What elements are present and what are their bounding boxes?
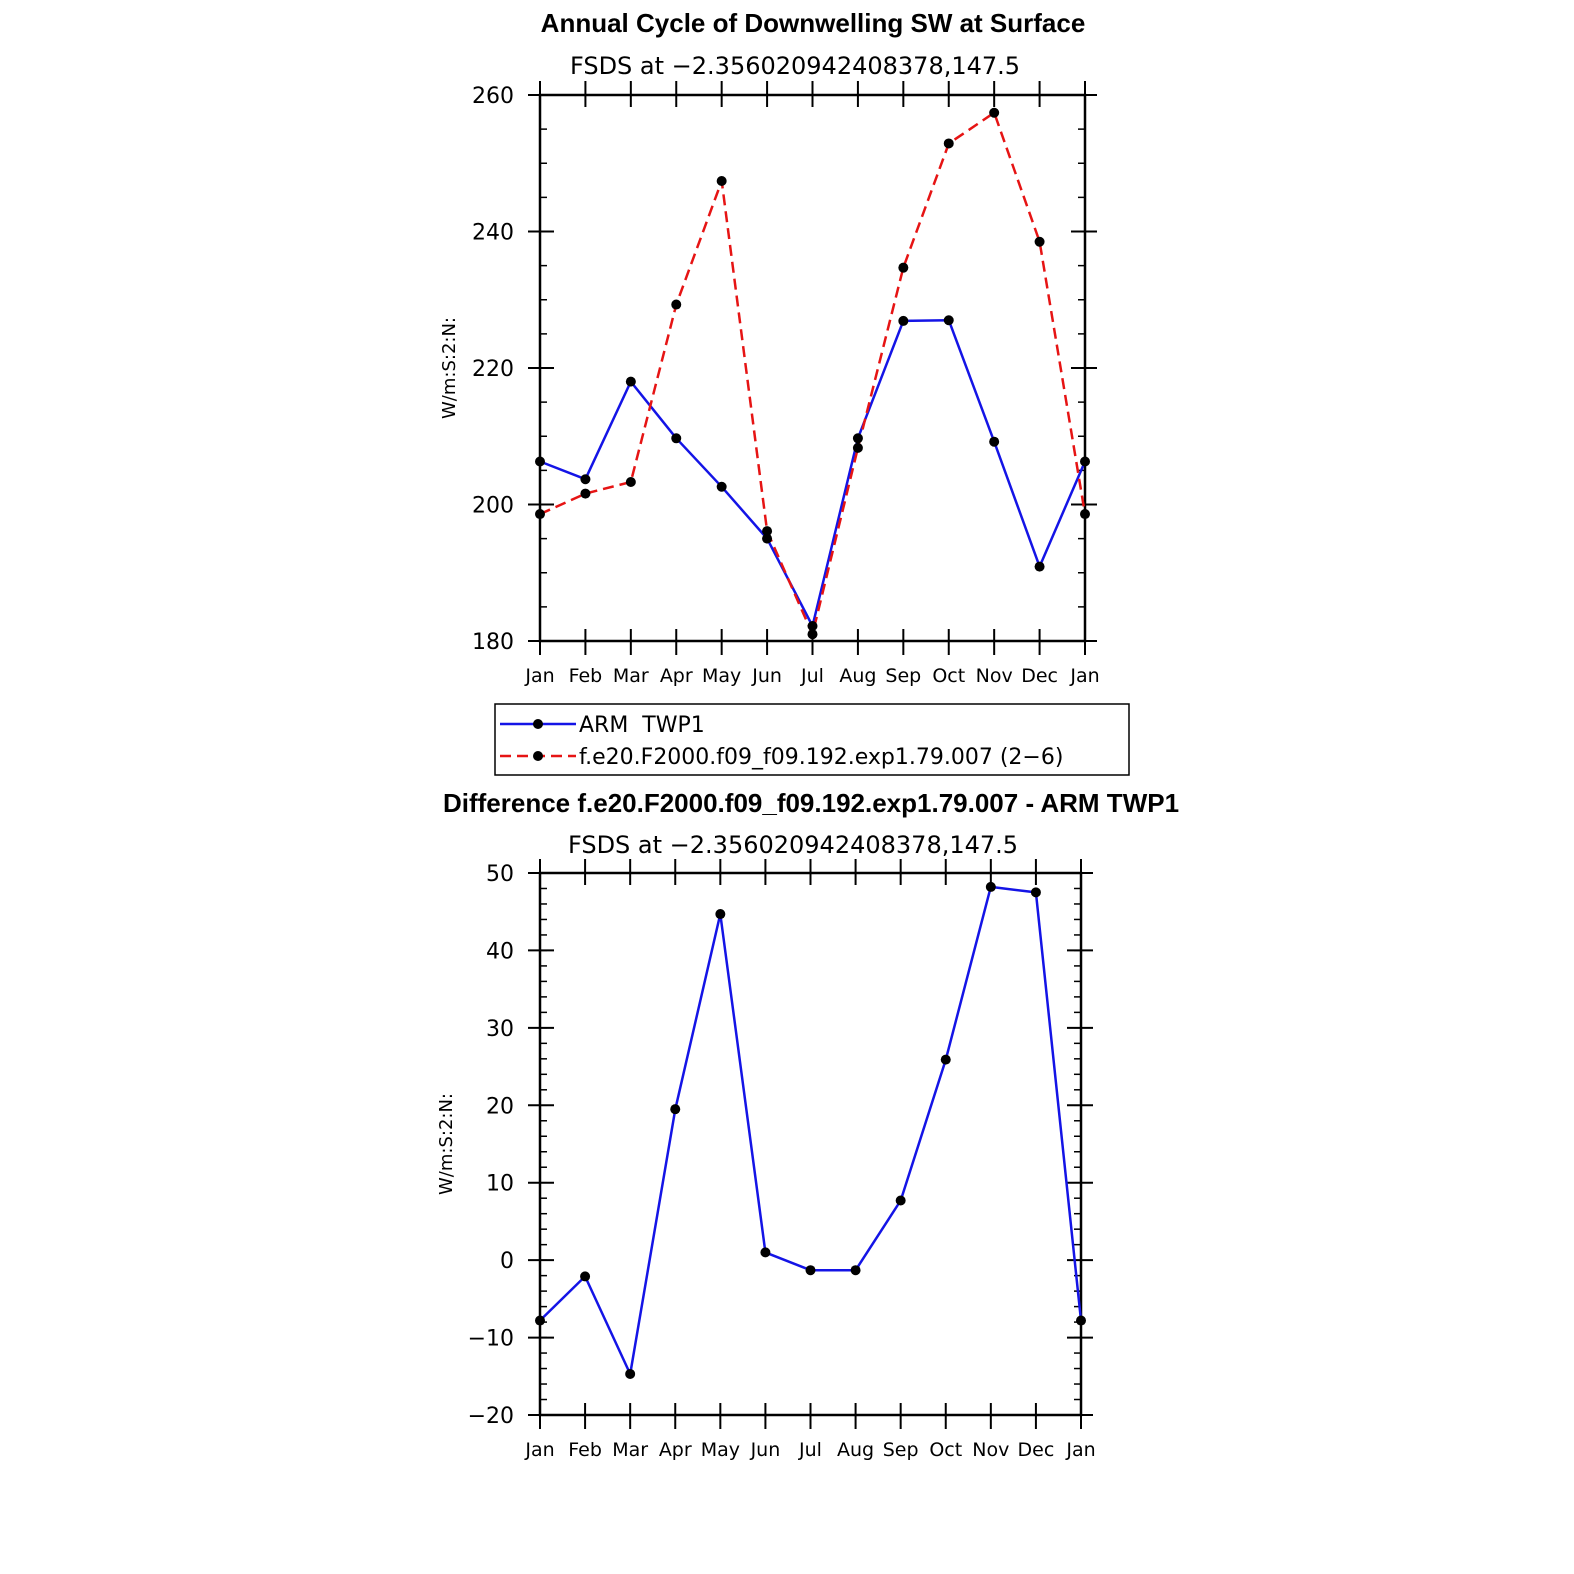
x-tick-label: Feb — [568, 1439, 602, 1461]
data-point — [806, 1265, 816, 1275]
x-tick-label: Jul — [799, 1439, 822, 1461]
data-point — [717, 176, 727, 186]
annual-cycle-chart — [439, 8, 1100, 687]
y-tick-label: 180 — [472, 630, 514, 655]
legend-marker — [533, 719, 543, 729]
x-tick-label: Jul — [801, 665, 824, 687]
x-tick-label: Nov — [972, 1439, 1010, 1461]
data-point — [851, 1265, 861, 1275]
x-tick-label: May — [700, 1439, 740, 1461]
data-point — [671, 300, 681, 310]
plot-area — [468, 859, 1096, 1461]
data-point — [717, 482, 727, 492]
chart-subtitle: FSDS at −2.356020942408378,147.5 — [567, 831, 1019, 859]
x-tick-label: May — [702, 665, 742, 687]
difference-chart — [436, 788, 1179, 1461]
y-tick-label: 30 — [486, 1016, 514, 1042]
data-point — [626, 377, 636, 387]
y-tick-label: 50 — [486, 862, 514, 887]
data-point — [715, 909, 725, 919]
y-tick-label: 20 — [486, 1094, 514, 1120]
series-line-1 — [540, 113, 1085, 635]
y-tick-label: 220 — [472, 357, 514, 382]
y-tick-label: 0 — [500, 1249, 514, 1275]
data-point — [1035, 237, 1045, 247]
data-point — [941, 1055, 951, 1065]
legend-marker — [533, 751, 543, 761]
x-tick-label: Feb — [568, 665, 603, 687]
data-point — [1080, 509, 1090, 519]
x-tick-label: Mar — [612, 665, 649, 687]
plot-frame — [540, 95, 1085, 641]
x-tick-label: Dec — [1021, 665, 1058, 687]
data-point — [760, 1247, 770, 1257]
data-point — [1076, 1316, 1086, 1326]
data-point — [986, 882, 996, 892]
y-tick-label: 40 — [486, 939, 514, 965]
x-tick-label: Sep — [882, 1439, 919, 1461]
x-tick-label: Apr — [659, 665, 693, 687]
x-tick-label: Jan — [1070, 665, 1100, 687]
data-point — [898, 263, 908, 273]
series-line-0 — [540, 320, 1085, 626]
series-line-0 — [540, 887, 1081, 1374]
y-axis-label: W/m:S:2:N: — [436, 1093, 457, 1195]
chart-subtitle: FSDS at −2.356020942408378,147.5 — [569, 52, 1021, 80]
x-tick-label: Dec — [1017, 1439, 1055, 1461]
data-point — [808, 629, 818, 639]
data-point — [944, 138, 954, 148]
data-point — [762, 526, 772, 536]
y-axis-label: W/m:S:2:N: — [439, 317, 460, 419]
y-tick-label: 240 — [472, 220, 514, 246]
data-point — [1035, 562, 1045, 572]
x-tick-label: Jan — [1066, 1439, 1096, 1461]
x-tick-label: Jun — [752, 665, 782, 687]
x-tick-label: Jun — [750, 1439, 781, 1461]
data-point — [989, 108, 999, 118]
data-point — [535, 509, 545, 519]
data-point — [670, 1104, 680, 1114]
data-point — [625, 1369, 635, 1379]
data-point — [580, 474, 590, 484]
data-point — [853, 443, 863, 453]
data-point — [853, 433, 863, 443]
x-tick-label: Jan — [525, 1439, 555, 1461]
data-point — [898, 316, 908, 326]
plot-area — [472, 81, 1100, 687]
x-tick-label: Mar — [612, 1439, 649, 1461]
data-point — [896, 1196, 906, 1206]
x-tick-label: Oct — [932, 665, 966, 687]
x-tick-label: Apr — [658, 1439, 692, 1461]
data-point — [989, 437, 999, 447]
y-tick-label: 200 — [472, 493, 514, 519]
data-point — [1080, 457, 1090, 467]
x-tick-label: Oct — [929, 1439, 963, 1461]
chart-title: Annual Cycle of Downwelling SW at Surface — [540, 8, 1086, 38]
x-tick-label: Aug — [837, 1439, 875, 1461]
legend-label: ARM TWP1 — [579, 713, 705, 738]
plot-frame — [540, 873, 1081, 1415]
data-point — [580, 1271, 590, 1281]
legend-label: f.e20.F2000.f09_f09.192.exp1.79.007 (2−6) — [579, 745, 1064, 770]
data-point — [626, 477, 636, 487]
x-tick-label: Nov — [975, 665, 1013, 687]
y-tick-label: −10 — [467, 1326, 514, 1352]
y-tick-label: 260 — [472, 84, 514, 109]
legend — [495, 704, 1129, 775]
data-point — [535, 1316, 545, 1326]
y-tick-label: 10 — [486, 1171, 514, 1197]
legend-entry-model — [500, 745, 1063, 770]
data-point — [1031, 887, 1041, 897]
data-point — [535, 457, 545, 467]
data-point — [671, 433, 681, 443]
data-point — [580, 489, 590, 499]
y-tick-label: −20 — [467, 1404, 514, 1429]
chart-title: Difference f.e20.F2000.f09_f09.192.exp1.79.007 - ARM TWP1 — [442, 788, 1180, 818]
x-tick-label: Jan — [525, 665, 555, 687]
x-tick-label: Aug — [839, 665, 877, 687]
data-point — [944, 315, 954, 325]
x-tick-label: Sep — [885, 665, 922, 687]
